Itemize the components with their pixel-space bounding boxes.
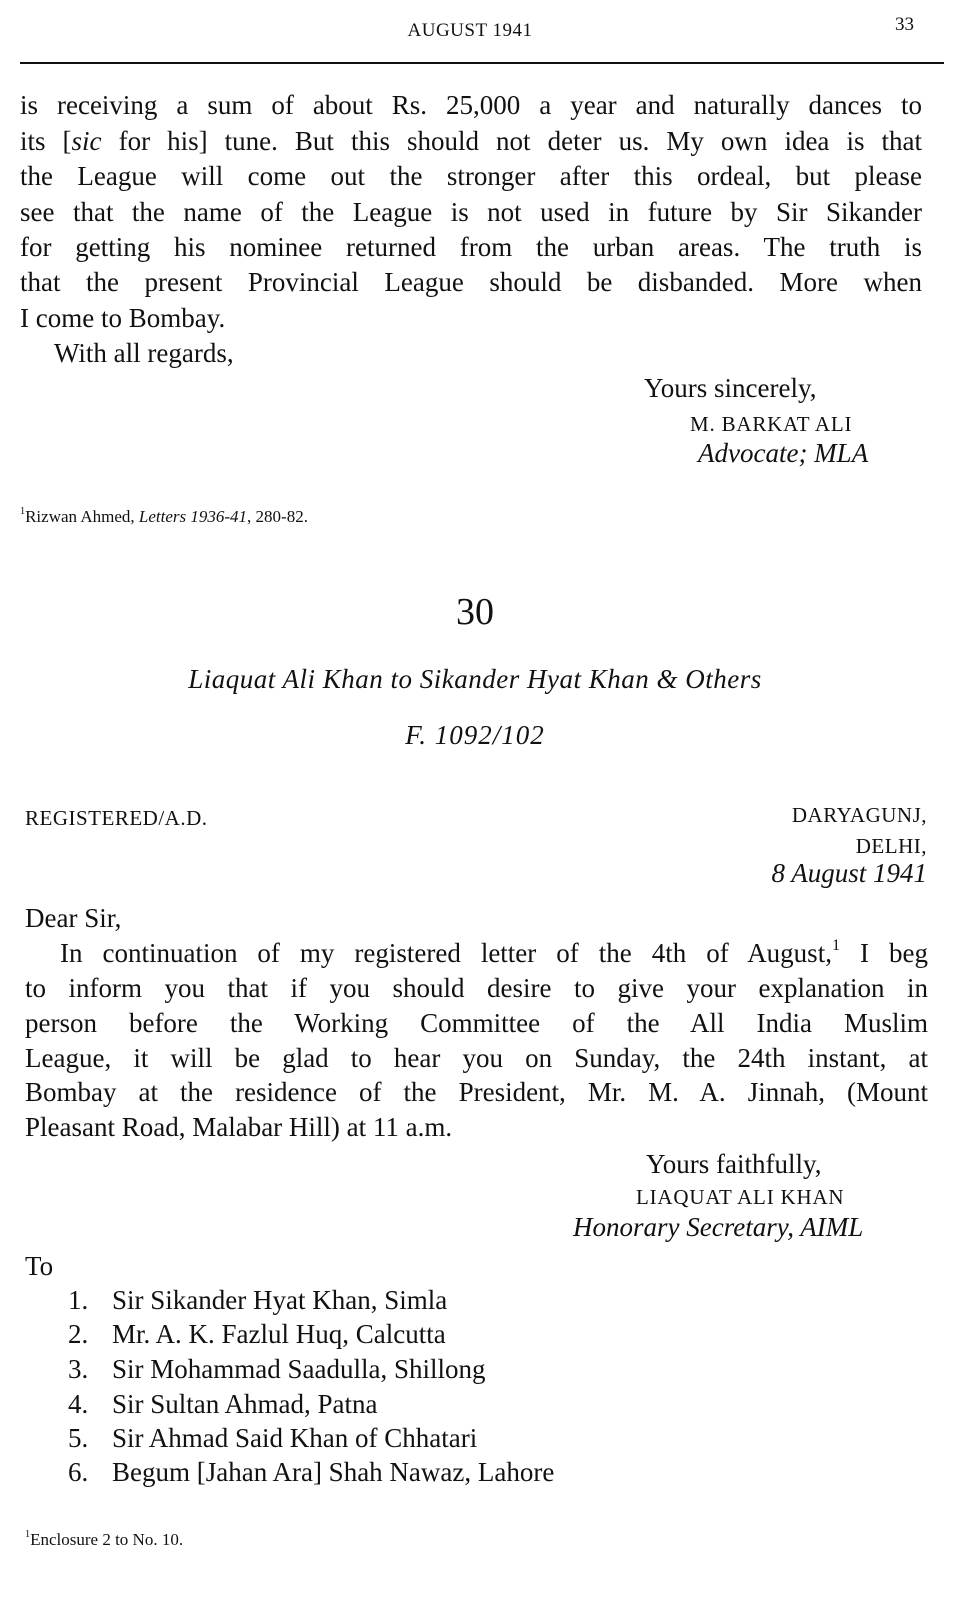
list-number: 2. (68, 1319, 89, 1349)
paragraph-line: I come to Bombay. (20, 303, 226, 333)
address-line: DELHI, (855, 834, 927, 858)
list-number: 4. (68, 1389, 89, 1419)
text-run: its [ (20, 126, 72, 156)
text-run: for his] (101, 126, 225, 156)
footnote-marker: 1 (25, 1529, 31, 1541)
list-item (68, 1423, 478, 1454)
footnote-text: Enclosure 2 to No. 10. (30, 1530, 184, 1549)
registered-label: REGISTERED/A.D. (25, 806, 208, 830)
recipient-name: Mr. A. K. Fazlul Huq, Calcutta (112, 1319, 446, 1349)
recipient-name: Sir Ahmad Said Khan of Chhatari (112, 1423, 478, 1453)
sic-annotation: sic (71, 126, 102, 156)
closing-line: Yours sincerely, (644, 373, 817, 403)
list-item (68, 1285, 448, 1316)
document-number: 30 (456, 591, 494, 633)
paragraph-line: for getting his nominee returned from the urban areas. The truth is (20, 232, 922, 262)
list-number: 1. (68, 1285, 89, 1315)
list-item (68, 1457, 555, 1488)
paragraph-line (60, 938, 928, 969)
running-header-title: AUGUST 1941 (407, 20, 533, 41)
signatory-name: LIAQUAT ALI KHAN (636, 1185, 845, 1209)
to-label: To (25, 1251, 54, 1281)
signatory-designation: Advocate; MLA (698, 438, 869, 468)
paragraph-line: see that the name of the League is not used in future by Sir Sikander (20, 197, 922, 227)
list-number: 6. (68, 1457, 89, 1487)
paragraph-line: Bombay at the residence of the President, Mr. M. A. Jinnah, (Mount (25, 1077, 928, 1107)
document-title: Liaquat Ali Khan to Sikander Hyat Khan & Others (188, 664, 762, 694)
footnote-author: Rizwan Ahmed, (25, 507, 139, 526)
paragraph-line: that the present Provincial League should be disbanded. More when (20, 267, 922, 297)
paragraph-line: is receiving a sum of about Rs. 25,000 a year and naturally dances to (20, 90, 922, 120)
paragraph-line: to inform you that if you should desire to give your explanation in (25, 973, 928, 1003)
header-rule (20, 62, 944, 64)
closing-line: Yours faithfully, (646, 1149, 822, 1179)
footnote-pages: , 280-82. (247, 507, 308, 526)
text-run: I beg (840, 938, 928, 968)
recipient-name: Begum [Jahan Ara] Shah Nawaz, Lahore (112, 1457, 555, 1487)
letter-date: 8 August 1941 (771, 858, 927, 888)
footnote-work: Letters 1936-41 (138, 507, 248, 526)
file-reference: F. 1092/102 (405, 720, 545, 750)
list-number: 3. (68, 1354, 89, 1384)
address-line: DARYAGUNJ, (791, 803, 927, 827)
paragraph-line: Pleasant Road, Malabar Hill) at 11 a.m. (25, 1112, 453, 1142)
paragraph-line: person before the Working Committee of the All India Muslim (25, 1008, 928, 1038)
recipient-name: Sir Sikander Hyat Khan, Simla (112, 1285, 448, 1315)
recipient-name: Sir Mohammad Saadulla, Shillong (112, 1354, 486, 1384)
list-item (68, 1319, 446, 1350)
page-number: 33 (895, 14, 914, 35)
text-run: In continuation of my registered letter of the 4th of August, (60, 938, 832, 968)
paragraph-line: League, it will be glad to hear you on Sunday, the 24th instant, at (25, 1043, 928, 1073)
signatory-designation: Honorary Secretary, AIML (573, 1212, 864, 1242)
signatory-name: M. BARKAT ALI (690, 412, 853, 436)
regards-line: With all regards, (54, 338, 234, 368)
recipient-name: Sir Sultan Ahmad, Patna (112, 1389, 378, 1419)
footnote-marker: 1 (831, 936, 841, 955)
footnote-marker: 1 (20, 506, 26, 518)
salutation: Dear Sir, (25, 903, 122, 933)
text-run: tune. But this should not deter us. My own idea is that (224, 126, 922, 156)
paragraph-line (20, 126, 922, 157)
list-item (68, 1389, 378, 1420)
paragraph-line: the League will come out the stronger after this ordeal, but please (20, 161, 922, 191)
list-number: 5. (68, 1423, 89, 1453)
list-item (68, 1354, 486, 1385)
footnote (20, 507, 308, 527)
footnote (25, 1530, 183, 1550)
